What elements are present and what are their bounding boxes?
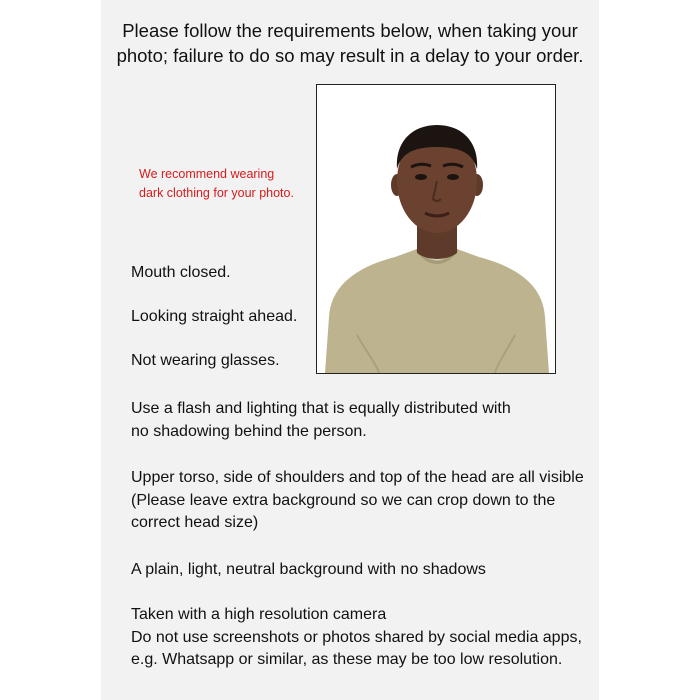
recommendation-line-2: dark clothing for your photo.	[139, 186, 294, 200]
requirement-text: e.g. Whatsapp or similar, as these may be too low resolution.	[131, 651, 563, 668]
requirement-looking	[131, 306, 297, 329]
requirement-text: Looking straight ahead.	[131, 308, 298, 325]
heading-line-2: photo; failure to do so may result in a delay to your order.	[116, 45, 584, 66]
requirement-text: Upper torso, side of shoulders and top of the head are all visible	[131, 469, 584, 486]
requirement-resolution	[131, 604, 582, 672]
requirement-text: Do not use screenshots or photos shared by social media apps,	[131, 628, 582, 646]
requirement-text: no shadowing behind the person.	[131, 422, 367, 440]
page-heading	[101, 18, 599, 68]
example-person-illustration	[317, 85, 555, 373]
requirement-glasses	[131, 350, 280, 373]
requirement-text: Not wearing glasses.	[131, 352, 280, 369]
requirement-background	[131, 559, 486, 582]
requirement-text: Taken with a high resolution camera	[131, 606, 387, 623]
requirement-text: Use a flash and lighting that is equally distributed with	[131, 400, 511, 417]
recommendation-line-1: We recommend wearing	[139, 167, 275, 181]
requirement-mouth	[131, 262, 231, 285]
requirement-text: Mouth closed.	[131, 264, 231, 281]
requirement-framing	[131, 467, 584, 535]
clothing-recommendation	[139, 165, 294, 203]
requirement-text: A plain, light, neutral background with no shadows	[131, 561, 486, 578]
example-passport-photo	[316, 84, 556, 374]
requirement-lighting	[131, 398, 511, 443]
requirement-text: correct head size)	[131, 514, 259, 531]
heading-line-1: Please follow the requirements below, when taking your	[122, 20, 578, 41]
requirement-text: (Please leave extra background so we can crop down to the	[131, 491, 556, 509]
